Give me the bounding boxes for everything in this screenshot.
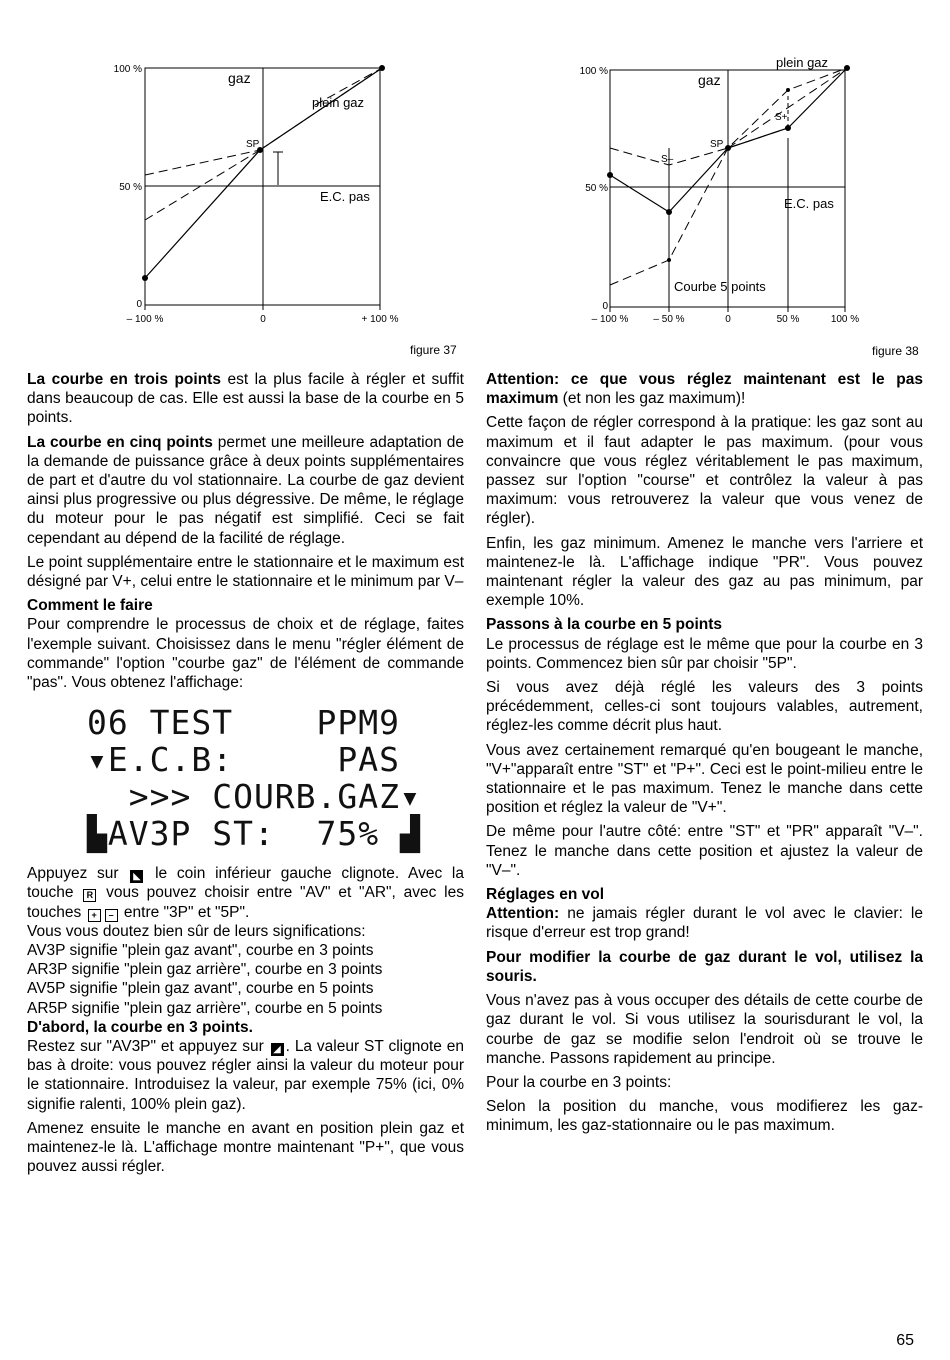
right-paragraph-4: Le processus de réglage est le même que pour la courbe en 3 points. Commencez bien sûr par choisir "5P". [486,635,923,672]
left-paragraph-1: La courbe en trois points est la plus facile à régler et suffit dans beaucoup de cas. Elle est aussi la base de la courbe en 5 points. [27,371,464,427]
fig37-xlabel-0: 0 [260,314,266,325]
lcd-line-2: ▾E.C.B: PAS [87,740,401,780]
corner-key-icon: ◣ [130,870,143,883]
left-paragraph-7: Restez sur "AV3P" et appuyez sur ◢ . La valeur ST clignote en bas à droite: vous pouvez régler ainsi la valeur du moteur pour le stationnaire. Introduisez la valeur, par exemple 75% (ici, 0% signifie ralenti, 100% plein gaz). [27,1038,464,1113]
fig38-xlabel-neg100: – 100 % [591,314,629,325]
figure-37 [100,55,420,325]
fig37-ylabel-50: 50 % [119,182,142,193]
right-paragraph-12: Selon la position du manche, vous modifierez les gaz-minimum, les gaz-stationnaire ou le pas maximum. [486,1098,923,1135]
right-paragraph-10: Vous n'avez pas à vous occuper des détails de cette courbe de gaz durant le vol. Si vous utilisez la sourisdurant le vol, la courbe de gaz se modifie selon l'endroit où se trouve le manche. Passons rapidement au principe. [486,992,923,1067]
left-paragraph-2: La courbe en cinq points permet une meilleure adaptation de la demande de puissance grâce à deux points supplémentaires de part et d'autre du vol stationnaire. La courbe de gaz devient ainsi plus progressive ou plus dégressive. De même, le réglage du moteur pour le pas négatif est simplifié. Ceci se fait cependant au dépend de la facilité de réglage. [27,433,464,547]
fig38-xlabel-neg50: – 50 % [653,314,685,325]
page-number: 65 [896,1332,914,1349]
right-paragraph-1: Attention: ce que vous réglez maintenant est le pas maximum (et non les gaz maximum)! [486,371,923,408]
fig37-ylabel-0: 0 [136,299,142,310]
lcd-line-3: >>> COURB.GAZ▾ [87,777,421,817]
right-paragraph-6: Vous avez certainement remarqué qu'en bougeant le manche, "V+"apparaît entre "ST" et "P+". Ceci est le point-milieu entre le stationnaire et le pas maximum. Tenez le manche dans cette position et réglez la valeur de "V+". [486,741,923,817]
fig37-label-sp: SP [246,139,260,150]
fig37-label-plein-gaz: plein gaz [312,95,365,110]
figure-38-graph [570,50,880,325]
fig37-label-gaz: gaz [228,70,251,86]
fig38-label-s-minus: S– [661,154,674,165]
right-paragraph-2: Cette façon de régler correspond à la pratique: les gaz sont au maximum et il faut adapter le pas maximum. (pour vous convaincre que vous réglez véritablement le pas maximum, passez sur l'option "course" et contrôlez la valeur à pas maximum: vous retrouverez la valeur que vous venez de régler). [486,414,923,528]
right-column [486,370,923,1141]
lcd-line-1: 06 TEST PPM9 [87,703,401,743]
fig38-xlabel-100: 100 % [830,314,860,325]
right-paragraph-9: Pour modifier la courbe de gaz durant le vol, utilisez la souris. [486,948,923,985]
figure-38 [570,50,880,325]
figure-37-graph [100,55,420,325]
left-paragraph-6: Vous vous doutez bien sûr de leurs significations: [27,922,366,940]
fig38-label-s-plus: S+ [775,112,788,123]
heading-comment-le-faire: Comment le faire [27,597,153,615]
fig38-label-gaz: gaz [698,72,721,88]
fig38-ylabel-50: 50 % [585,183,608,194]
fig38-xlabel-50: 50 % [776,314,800,325]
fig38-label-sp: SP [710,139,724,150]
fig37-ylabel-100: 100 % [113,64,142,75]
fig38-label-ec-pas: E.C. pas [784,196,834,211]
left-column [27,370,464,1182]
fig38-label-plein-gaz: plein gaz [776,55,829,70]
fig37-xlabel-neg100: – 100 % [126,314,164,325]
list-item: AV3P signifie "plein gaz avant", courbe en 3 points [27,942,374,960]
fig37-xlabel-100: + 100 % [361,314,399,325]
fig37-label-ec-pas: E.C. pas [320,189,370,204]
right-paragraph-3: Enfin, les gaz minimum. Amenez le manche vers l'arriere et maintenez-le là. L'affichage indique "PR". Vous pouvez maintenant régler la valeur des gaz au pas minimum, par exemple 10%. [486,534,923,610]
fig38-ylabel-100: 100 % [579,66,608,77]
right-paragraph-5: Si vous avez déjà réglé les valeurs des 3 points précédemment, celles-ci sont toujours valables, autrement, réglez-les comme décrit plus haut. [486,679,923,735]
list-item: AR3P signifie "plein gaz arrière", courbe en 3 points [27,961,383,979]
list-item: AR5P signifie "plein gaz arrière", courbe en 5 points [27,999,383,1017]
right-paragraph-8: Attention: ne jamais régler durant le vol avec le clavier: le risque d'erreur est trop grand! [486,905,923,942]
corner-key-right-icon: ◢ [271,1043,284,1056]
heading-courbe-5-points: Passons à la courbe en 5 points [486,616,723,634]
left-paragraph-5: Appuyez sur ◣ le coin inférieur gauche clignote. Avec la touche R vous pouvez choisir entre "AV" et "AR", avec les touches + – entre "3P" et "5P". [27,865,464,921]
left-paragraph-3: Le point supplémentaire entre le stationnaire et le maximum est désigné par V+, celui entre le stationnaire et le minimum par V– [27,553,464,591]
fig38-label-courbe-5-points: Courbe 5 points [674,279,766,294]
heading-reglages-en-vol: Réglages en vol [486,886,605,904]
right-paragraph-11: Pour la courbe en 3 points: [486,1073,672,1091]
r-key-icon: R [83,889,96,902]
fig38-xlabel-0: 0 [725,314,731,325]
minus-key-icon: – [105,909,118,922]
left-paragraph-4: Pour comprendre le processus de choix et de réglage, faites l'exemple suivant. Choisissez dans le menu "régler élément de commande" l'option "courbe gaz" de l'élément de commande "pas". Vous obtenez l'affichage: [27,616,464,692]
fig38-ylabel-0: 0 [602,301,608,312]
heading-courbe-3-points: D'abord, la courbe en 3 points. [27,1018,253,1036]
right-paragraph-7: De même pour l'autre côté: entre "ST" et "PR" apparaît "V–". Tenez le manche dans cette position et ajustez la valeur de "V–". [486,823,923,879]
figure-38-caption: figure 38 [872,344,919,358]
lcd-line-4: ▙AV3P ST: 75% ▟ [87,814,421,854]
list-item: AV5P signifie "plein gaz avant", courbe en 5 points [27,980,374,998]
left-paragraph-8: Amenez ensuite le manche en avant en position plein gaz et maintenez-le là. L'affichage montre maintenant "P+", que vous pouvez aussi régler. [27,1119,464,1176]
lcd-display [87,704,464,852]
plus-key-icon: + [88,909,101,922]
meanings-list [27,941,464,1018]
figure-37-caption: figure 37 [410,343,457,357]
